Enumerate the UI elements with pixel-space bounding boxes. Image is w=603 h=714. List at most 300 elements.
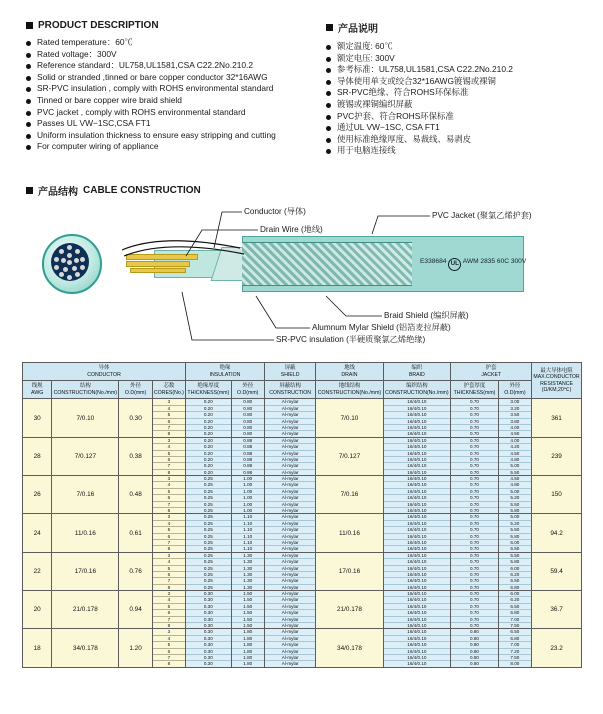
cell-value: Al-mylar <box>265 482 316 488</box>
cell-value: 0.20 <box>203 469 213 475</box>
header-cn: 线规 <box>31 383 43 390</box>
cell-value: 5 <box>153 451 185 457</box>
cell-value: 0.25 <box>186 521 230 527</box>
cell-conductor-od: 0.48 <box>119 476 152 514</box>
cell-value: 0.80 <box>232 406 264 412</box>
header-en: SHIELD <box>280 371 300 378</box>
cell-drain-construction: 7/0.127 <box>316 437 383 475</box>
cell-value: 0.20 <box>186 412 230 418</box>
cell-value: 3 <box>153 629 185 635</box>
cell-value: Al-mylar <box>265 617 316 623</box>
cell-value: 0.70 <box>470 508 479 514</box>
header-en: AWG <box>31 389 44 396</box>
cell-value: 16/4/0.10 <box>384 642 451 648</box>
cell-value: Al-mylar <box>265 451 316 457</box>
cell-value: 0.20 <box>186 463 230 469</box>
header-cn: 芯数 <box>163 383 175 390</box>
header-cn: 外径 <box>130 383 141 390</box>
cell-value: 7.00 <box>499 642 531 648</box>
header-en: JACKET <box>481 371 502 378</box>
cell-value: 6.80 <box>510 584 520 590</box>
cell-drain-construction: 21/0.178 <box>316 591 383 629</box>
list-item: PVC护套、符合ROHS环保标准 <box>326 111 582 123</box>
cell-insulation-od <box>231 514 264 552</box>
cell-conductor-construction: 7/0.10 <box>52 399 119 437</box>
description-heading-cn <box>326 20 582 35</box>
header-en: CONSTRUCTION(No./mm) <box>317 389 382 396</box>
cell-value: 0.80 <box>451 655 498 661</box>
cell-value: 0.30 <box>186 642 230 648</box>
description-list-en <box>26 37 326 153</box>
cell-value: 16/4/0.10 <box>384 553 451 559</box>
cell-value: 16/4/0.10 <box>384 451 451 457</box>
cell-value: 0.70 <box>451 412 498 418</box>
square-bullet-icon <box>26 187 33 194</box>
cell-value: 0.70 <box>451 502 498 508</box>
cell-value: 4.50 <box>499 451 531 457</box>
header-en: CONSTRUCTION(No./mm) <box>385 389 449 396</box>
cell-value: 16/4/0.10 <box>384 610 451 616</box>
cell-value: 0.20 <box>186 444 230 450</box>
cell-jacket-thickness <box>451 591 499 629</box>
cell-value: 0.88 <box>232 457 264 463</box>
description-list-cn <box>326 41 582 157</box>
cell-value: 8 <box>167 584 171 590</box>
list-item: SR-PVC insulation , comply with ROHS environmental standard <box>26 83 326 95</box>
cell-conductor-od: 0.30 <box>119 399 152 437</box>
cell-value: 16/4/0.10 <box>384 406 451 412</box>
cell-value: 5 <box>153 412 185 418</box>
cell-value: 6 <box>153 534 185 540</box>
cell-value: 0.20 <box>186 451 230 457</box>
subheader-drain-construction <box>316 381 383 399</box>
cell-value: 0.20 <box>186 425 230 431</box>
cell-jacket-thickness <box>451 476 499 514</box>
cell-value: 8 <box>167 661 171 667</box>
cell-value: 4.20 <box>499 444 531 450</box>
cell-value: 0.70 <box>451 451 498 457</box>
cell-value: Al-mylar <box>281 508 299 514</box>
cell-jacket-od <box>498 591 531 629</box>
cell-value: 0.70 <box>451 438 498 444</box>
cell-value: Al-mylar <box>281 546 299 552</box>
cell-value: 0.30 <box>186 636 230 642</box>
cell-value: 0.25 <box>186 559 230 565</box>
cell-value: Al-mylar <box>265 636 316 642</box>
cell-value: 0.70 <box>451 399 498 405</box>
cell-value: 16/4/0.10 <box>384 534 451 540</box>
cell-value: Al-mylar <box>265 566 316 572</box>
cell-value: Al-mylar <box>265 540 316 546</box>
cell-value: 1.10 <box>232 540 264 546</box>
cell-value: 16/4/0.10 <box>384 629 451 635</box>
header-en: MAX.CONDUCTOR RESISTANCE (Ω/KM,20℃) <box>533 374 580 394</box>
cell-value: 0.70 <box>451 566 498 572</box>
cell-braid-construction <box>383 399 451 437</box>
cell-value: 6 <box>153 495 185 501</box>
cell-value: 0.70 <box>451 489 498 495</box>
list-item: Uniform insulation thickness to ensure easy stripping and cutting <box>26 130 326 142</box>
cell-value: 0.25 <box>186 566 230 572</box>
cell-value: Al-mylar <box>281 623 299 629</box>
cell-value: 6.50 <box>510 546 520 552</box>
cell-value: 3.00 <box>499 399 531 405</box>
cell-jacket-thickness <box>451 399 499 437</box>
cell-value: 0.25 <box>203 508 213 514</box>
cell-value: Al-mylar <box>265 604 316 610</box>
cell-value: 5 <box>153 566 185 572</box>
cell-value: 7 <box>153 578 185 584</box>
subheader-insulation-thickness <box>186 381 231 399</box>
description-heading-en <box>26 20 326 31</box>
cell-value: 16/4/0.10 <box>384 578 451 584</box>
cell-value: 0.70 <box>470 546 479 552</box>
cell-value: 0.25 <box>186 476 230 482</box>
cell-value: 6.00 <box>499 566 531 572</box>
cell-value: 0.25 <box>186 514 230 520</box>
list-item: 用于电脑连接线 <box>326 145 582 157</box>
label-insulation: SR-PVC insulation (半硬质聚氯乙烯绝缘) <box>276 335 426 344</box>
cell-conductor-construction: 21/0.178 <box>52 591 119 629</box>
cell-value: 0.70 <box>451 591 498 597</box>
cell-value: 3.50 <box>499 412 531 418</box>
cell-value: 1.80 <box>232 642 264 648</box>
cell-resistance: 59.4 <box>532 552 582 590</box>
cell-value: 0.88 <box>232 463 264 469</box>
cell-cores <box>152 514 185 552</box>
header-en: O.D(mm) <box>124 389 147 396</box>
cell-value: 1.30 <box>243 584 253 590</box>
cell-insulation-od <box>231 437 264 475</box>
subheader-awg <box>23 381 52 399</box>
cell-value: 8 <box>167 546 171 552</box>
cell-value: 0.88 <box>232 438 264 444</box>
cell-cores <box>152 591 185 629</box>
cell-value: 16/4/0.10 <box>407 584 427 590</box>
cell-value: 0.70 <box>451 425 498 431</box>
cell-value: 0.25 <box>186 495 230 501</box>
cell-value: Al-mylar <box>265 553 316 559</box>
cell-value: 5.80 <box>499 534 531 540</box>
header-cn: 导体 <box>98 365 110 371</box>
cell-shield-construction <box>264 437 316 475</box>
header-en: INSULATION <box>209 371 241 378</box>
cell-value: 5.00 <box>499 463 531 469</box>
cell-value: 16/4/0.10 <box>384 444 451 450</box>
cell-value: 0.80 <box>232 419 264 425</box>
cell-value: 1.10 <box>232 534 264 540</box>
cell-value: 4 <box>153 597 185 603</box>
cell-value: 0.88 <box>232 444 264 450</box>
cell-value: 16/4/0.10 <box>384 591 451 597</box>
cell-value: 4.50 <box>510 431 520 437</box>
cell-value: 8 <box>167 431 171 437</box>
cell-value: 6 <box>153 649 185 655</box>
cell-value: Al-mylar <box>265 438 316 444</box>
cell-insulation-od <box>231 591 264 629</box>
cell-value: 0.70 <box>451 604 498 610</box>
subheader-jacket-thickness <box>451 381 499 399</box>
subheader-conductor-construction <box>52 381 119 399</box>
cell-jacket-od <box>498 476 531 514</box>
cell-value: 0.20 <box>186 399 230 405</box>
list-item: 通过UL VW−1SC, CSA FT1 <box>326 122 582 134</box>
cell-jacket-thickness <box>451 552 499 590</box>
ul-file-number: E338684 <box>420 258 447 265</box>
cell-value: 8 <box>167 508 171 514</box>
cell-value: 4 <box>153 521 185 527</box>
cell-value: 16/4/0.10 <box>384 636 451 642</box>
header-cn: 地线 <box>344 365 355 371</box>
cell-awg: 30 <box>23 399 52 437</box>
cell-value: 0.70 <box>470 469 479 475</box>
cell-drain-construction: 11/0.16 <box>316 514 383 552</box>
cell-shield-construction <box>264 552 316 590</box>
cell-value: Al-mylar <box>265 534 316 540</box>
cell-value: Al-mylar <box>281 584 299 590</box>
cell-value: 1.50 <box>232 617 264 623</box>
cell-value: 0.25 <box>203 546 213 552</box>
cell-jacket-od <box>498 514 531 552</box>
cell-insulation-od <box>231 399 264 437</box>
list-item: Rated temperature：60℃ <box>26 37 326 49</box>
cell-value: 0.70 <box>451 578 498 584</box>
list-item: Solid or stranded ,tinned or bare copper conductor 32*16AWG <box>26 72 326 84</box>
header-en: THICKNESS(mm) <box>187 389 230 396</box>
cell-resistance: 36.7 <box>532 591 582 629</box>
cell-value: 0.70 <box>451 553 498 559</box>
leader-lines <box>26 200 582 348</box>
cell-value: 6.50 <box>499 578 531 584</box>
cell-value: 16/4/0.10 <box>384 604 451 610</box>
cell-value: 4 <box>153 559 185 565</box>
cell-conductor-od: 1.20 <box>119 629 152 667</box>
header-cn: 绝缘 <box>219 365 231 371</box>
list-item: Rated voltage：300V <box>26 49 326 61</box>
cell-value: 0.70 <box>451 597 498 603</box>
header-en: CONDUCTOR <box>87 371 121 378</box>
cell-value: 1.10 <box>232 514 264 520</box>
cell-value: 0.70 <box>451 419 498 425</box>
cell-value: 16/4/0.10 <box>407 661 427 667</box>
cell-value: 7 <box>153 655 185 661</box>
header-cn: 外径 <box>509 383 521 390</box>
list-item: SR-PVC绝缘、符合ROHS环保标准 <box>326 87 582 99</box>
cell-value: 0.30 <box>186 591 230 597</box>
cell-value: 7.50 <box>510 623 520 629</box>
cell-value: 0.25 <box>186 489 230 495</box>
cell-value: 16/4/0.10 <box>384 559 451 565</box>
header-cn: 编织 <box>411 365 423 371</box>
cell-value: 3 <box>153 476 185 482</box>
ul-logo-icon: UL <box>448 258 461 271</box>
header-en: CONSTRUCTION(No./mm) <box>53 389 118 396</box>
cell-resistance: 361 <box>532 399 582 437</box>
cell-value: 7.50 <box>499 655 531 661</box>
cell-shield-construction <box>264 629 316 667</box>
ul-rating-text: AWM 2835 60C 300V <box>462 258 527 265</box>
cell-cores <box>152 437 185 475</box>
cell-value: 3 <box>153 514 185 520</box>
cell-value: 3 <box>153 591 185 597</box>
cell-insulation-thickness <box>186 514 231 552</box>
cell-conductor-od: 0.94 <box>119 591 152 629</box>
cell-value: 6.00 <box>499 591 531 597</box>
cell-value: 7 <box>153 463 185 469</box>
cell-value: 0.70 <box>451 457 498 463</box>
cell-value: Al-mylar <box>265 425 316 431</box>
cell-value: 0.20 <box>186 457 230 463</box>
cell-value: 16/4/0.10 <box>407 546 427 552</box>
cell-value: 4.50 <box>499 476 531 482</box>
cell-value: 1.00 <box>243 508 253 514</box>
cell-value: 0.30 <box>203 661 213 667</box>
cell-value: 0.70 <box>451 527 498 533</box>
cell-conductor-construction: 7/0.127 <box>52 437 119 475</box>
cell-value: 1.80 <box>243 661 253 667</box>
header-cn: 外径 <box>242 383 254 390</box>
cell-value: 16/4/0.10 <box>384 489 451 495</box>
cell-conductor-od: 0.61 <box>119 514 152 552</box>
cell-value: 0.70 <box>470 584 479 590</box>
cell-value: 6.80 <box>499 636 531 642</box>
cell-value: Al-mylar <box>265 514 316 520</box>
cell-value: 5.80 <box>499 559 531 565</box>
cell-value: 6 <box>153 610 185 616</box>
cell-value: 1.50 <box>232 597 264 603</box>
cell-value: 0.30 <box>186 604 230 610</box>
cell-value: 16/4/0.10 <box>384 566 451 572</box>
cell-drain-construction: 7/0.10 <box>316 399 383 437</box>
header-resistance <box>532 363 582 399</box>
list-item: 参考标准：UL758,UL1581,CSA C22.2No.210.2 <box>326 64 582 76</box>
cell-insulation-od <box>231 629 264 667</box>
table-body <box>23 399 582 667</box>
cell-value: 0.20 <box>186 406 230 412</box>
cell-value: Al-mylar <box>265 527 316 533</box>
cell-value: 5.80 <box>510 508 520 514</box>
cell-value: 0.20 <box>186 438 230 444</box>
cell-value: Al-mylar <box>265 559 316 565</box>
cell-jacket-od <box>498 399 531 437</box>
cell-value: 16/4/0.10 <box>384 438 451 444</box>
cell-value: Al-mylar <box>265 489 316 495</box>
cell-value: Al-mylar <box>281 661 299 667</box>
cell-value: 3 <box>153 399 185 405</box>
cell-value: 4 <box>153 636 185 642</box>
cell-value: 1.30 <box>232 578 264 584</box>
cell-awg: 28 <box>23 437 52 475</box>
description-english-column <box>26 20 326 157</box>
cell-value: 0.70 <box>451 610 498 616</box>
cell-value: 4 <box>153 444 185 450</box>
list-item: PVC jacket , comply with ROHS environmental standard <box>26 107 326 119</box>
cell-cores <box>152 399 185 437</box>
cell-value: 16/4/0.10 <box>384 495 451 501</box>
cell-conductor-od: 0.38 <box>119 437 152 475</box>
cell-value: 5.00 <box>499 514 531 520</box>
cell-value: 7 <box>153 617 185 623</box>
header-group-insulation <box>186 363 265 381</box>
cell-braid-construction <box>383 591 451 629</box>
cell-value: 16/4/0.10 <box>384 425 451 431</box>
cell-value: 5.20 <box>499 521 531 527</box>
cell-value: 7.00 <box>499 617 531 623</box>
cell-shield-construction <box>264 476 316 514</box>
cell-value: 0.70 <box>451 463 498 469</box>
list-item: 额定温度: 60℃ <box>326 41 582 53</box>
list-item: 镀锡或裸铜编织屏蔽 <box>326 99 582 111</box>
cell-value: 1.30 <box>232 572 264 578</box>
header-group-shield <box>264 363 316 381</box>
cell-jacket-od <box>498 437 531 475</box>
cell-value: 0.30 <box>203 623 213 629</box>
list-item: Passes UL VW−1SC,CSA FT1 <box>26 118 326 130</box>
cell-value: Al-mylar <box>265 406 316 412</box>
cell-value: 0.25 <box>186 527 230 533</box>
header-cn: 屏蔽结构 <box>279 383 301 390</box>
description-title-cn: 产品说明 <box>338 24 378 35</box>
cell-shield-construction <box>264 399 316 437</box>
description-chinese-column <box>326 20 582 157</box>
cell-value: 16/4/0.10 <box>407 431 427 437</box>
cell-value: 1.80 <box>232 649 264 655</box>
label-mylar-shield: Alumnum Mylar Shield (铝箔麦拉屏蔽) <box>312 323 451 332</box>
header-cn: 结构 <box>79 383 91 390</box>
cell-value: Al-mylar <box>265 629 316 635</box>
cell-value: 16/4/0.10 <box>407 623 427 629</box>
cell-value: 3 <box>153 553 185 559</box>
cell-insulation-thickness <box>186 629 231 667</box>
subheader-shield-construction <box>264 381 316 399</box>
cell-value: 16/4/0.10 <box>384 572 451 578</box>
cell-value: 3.80 <box>499 419 531 425</box>
cell-insulation-thickness <box>186 437 231 475</box>
cell-value: 0.25 <box>186 534 230 540</box>
cell-value: 7.20 <box>499 649 531 655</box>
cell-value: 0.80 <box>232 399 264 405</box>
list-item: Tinned or bare copper wire braid shield <box>26 95 326 107</box>
cell-cores <box>152 552 185 590</box>
label-conductor: Conductor (导体) <box>244 207 306 216</box>
cell-value: 16/4/0.10 <box>407 508 427 514</box>
cell-value: 1.50 <box>243 623 253 629</box>
cell-cores <box>152 629 185 667</box>
header-cn: 护套厚度 <box>463 383 486 390</box>
cell-value: 0.20 <box>186 419 230 425</box>
cell-value: 16/4/0.10 <box>384 419 451 425</box>
cell-jacket-od <box>498 552 531 590</box>
subheader-jacket-od <box>498 381 531 399</box>
cell-value: 1.50 <box>232 591 264 597</box>
cell-value: Al-mylar <box>265 610 316 616</box>
cell-value: 0.25 <box>203 584 213 590</box>
cell-value: 16/4/0.10 <box>384 482 451 488</box>
cell-value: 4 <box>153 482 185 488</box>
cell-conductor-construction: 11/0.16 <box>52 514 119 552</box>
cell-drain-construction: 34/0.178 <box>316 629 383 667</box>
cell-value: 4.80 <box>499 457 531 463</box>
cell-drain-construction: 17/0.16 <box>316 552 383 590</box>
cell-value: 0.80 <box>243 431 253 437</box>
table-row <box>23 591 582 629</box>
cell-value: 0.80 <box>451 642 498 648</box>
table-subheader-row <box>23 381 582 399</box>
cell-value: Al-mylar <box>265 578 316 584</box>
header-en: O.D(mm) <box>504 389 526 396</box>
cell-value: 7 <box>153 425 185 431</box>
cell-value: 16/4/0.10 <box>384 655 451 661</box>
